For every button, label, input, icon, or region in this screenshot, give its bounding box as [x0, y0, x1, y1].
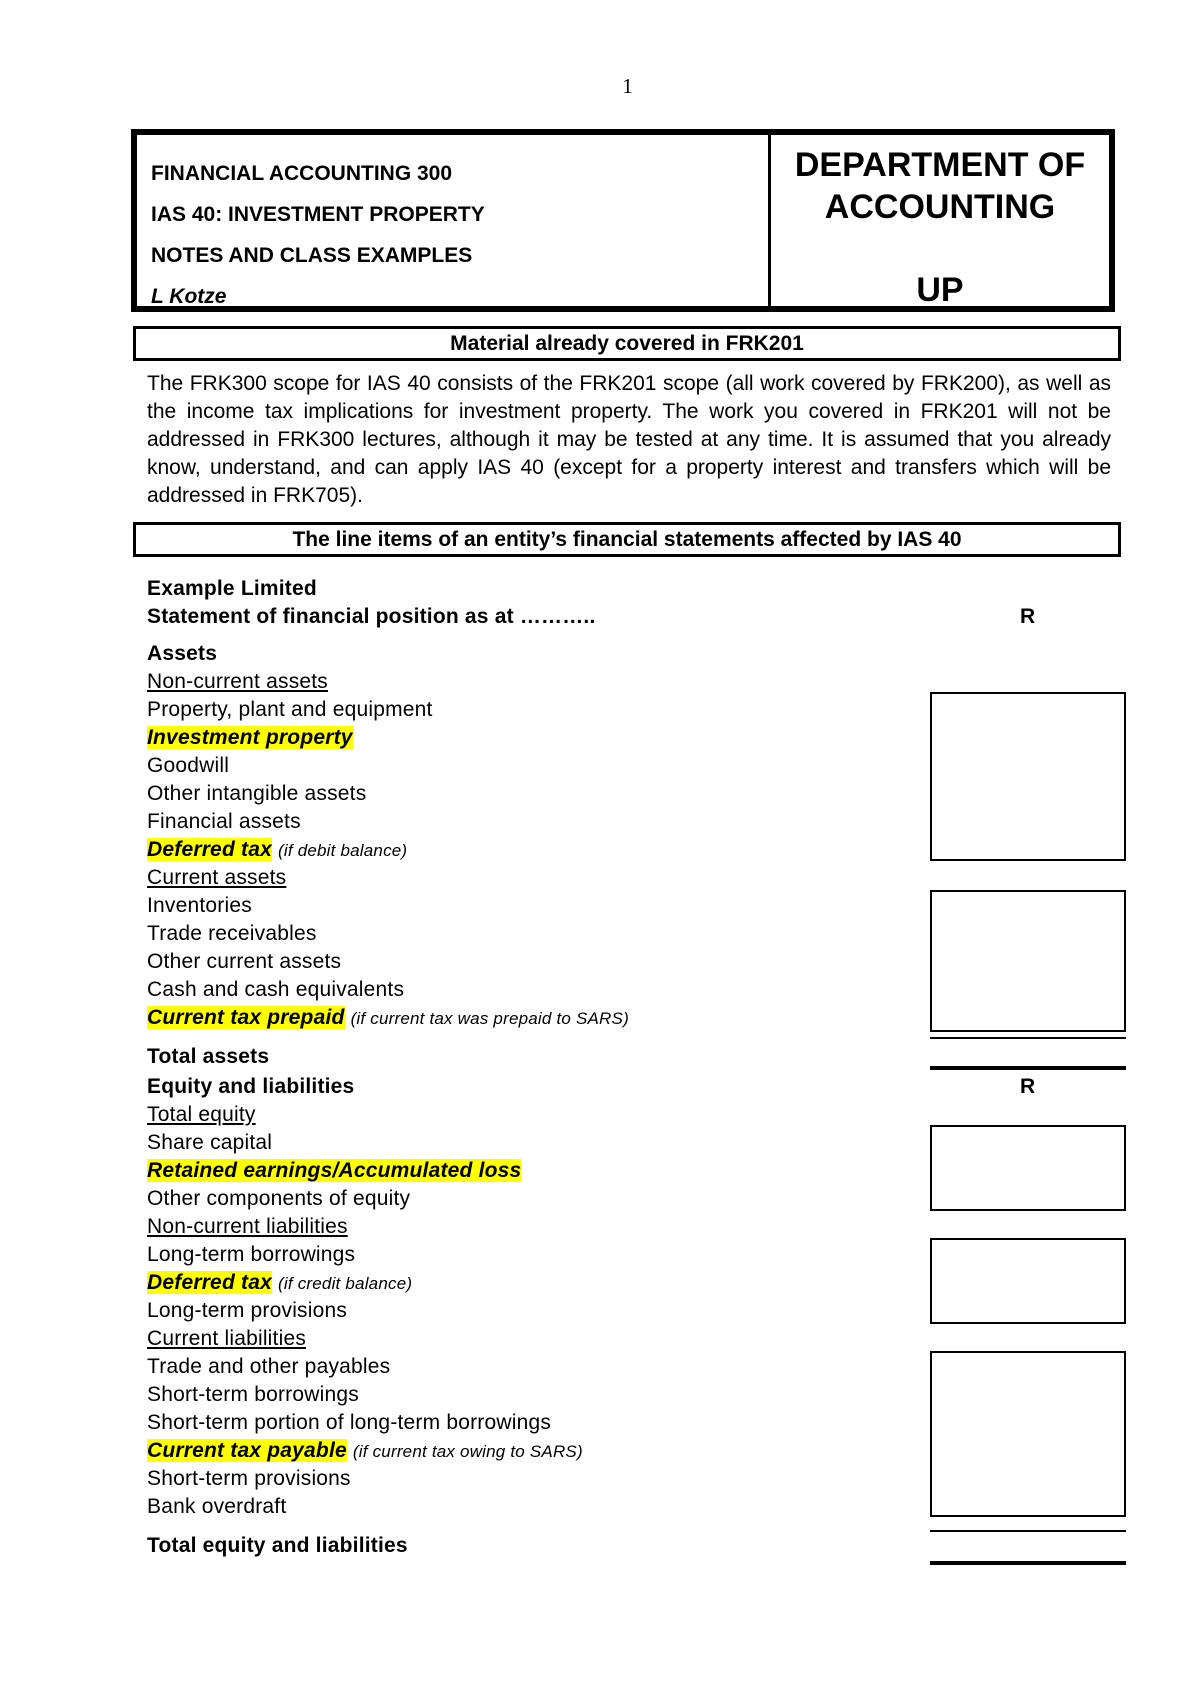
share-capital-line: Share capital: [147, 1131, 273, 1154]
section-heading-line-items: The line items of an entity’s financial statements affected by IAS 40: [133, 522, 1121, 557]
highlighted-label: Investment property: [147, 726, 353, 749]
highlighted-label: Deferred tax: [147, 838, 272, 861]
currency-header-equity: R: [1020, 1075, 1036, 1098]
university: UP: [916, 271, 964, 309]
total-equity-liabilities-line: Total equity and liabilities: [147, 1534, 408, 1557]
total-el-rule-double: [930, 1561, 1126, 1565]
trade-payables-line: Trade and other payables: [147, 1355, 391, 1378]
page-number: 1: [622, 74, 633, 98]
lt-provisions-line: Long-term provisions: [147, 1299, 348, 1322]
subtitle: NOTES AND CLASS EXAMPLES: [151, 244, 473, 267]
course-title: FINANCIAL ACCOUNTING 300: [151, 162, 453, 185]
lt-borrowings-line: Long-term borrowings: [147, 1243, 356, 1266]
document-header: [131, 129, 1115, 312]
note: (if debit balance): [278, 841, 408, 860]
note: (if credit balance): [278, 1274, 413, 1293]
course-info: [137, 135, 771, 306]
other-intangible-line: Other intangible assets: [147, 782, 367, 805]
deferred-tax-liability-line: [147, 1271, 412, 1295]
assets-heading: Assets: [147, 642, 218, 665]
entity-name: Example Limited: [147, 577, 317, 600]
noncurrent-assets-heading: Non-current assets: [147, 670, 329, 693]
bank-overdraft-line: Bank overdraft: [147, 1495, 287, 1518]
cash-line: Cash and cash equivalents: [147, 978, 405, 1001]
investment-property-line: [147, 726, 353, 750]
equity-liabilities-heading: Equity and liabilities: [147, 1075, 355, 1098]
topic-title: IAS 40: INVESTMENT PROPERTY: [151, 203, 485, 226]
currency-header-assets: R: [1020, 605, 1036, 628]
current-assets-heading: Current assets: [147, 866, 287, 889]
st-portion-line: Short-term portion of long-term borrowings: [147, 1411, 552, 1434]
highlighted-label: Current tax prepaid: [147, 1006, 345, 1029]
other-current-assets-line: Other current assets: [147, 950, 342, 973]
amount-box-noncurrent-liabilities: [930, 1238, 1126, 1324]
department-line2: ACCOUNTING: [824, 188, 1056, 226]
goodwill-line: Goodwill: [147, 754, 230, 777]
inventories-line: Inventories: [147, 894, 252, 917]
total-assets-rule-double: [930, 1066, 1126, 1070]
highlighted-label: Current tax payable: [147, 1439, 347, 1462]
total-assets-rule-single: [930, 1037, 1126, 1039]
total-equity-heading: Total equity: [147, 1103, 256, 1126]
ppe-line: Property, plant and equipment: [147, 698, 433, 721]
current-tax-prepaid-line: [147, 1006, 629, 1030]
current-liabilities-heading: Current liabilities: [147, 1327, 307, 1350]
section-heading-frk201: Material already covered in FRK201: [133, 326, 1121, 361]
amount-box-equity: [930, 1125, 1126, 1211]
other-equity-line: Other components of equity: [147, 1187, 411, 1210]
highlighted-label: Deferred tax: [147, 1271, 272, 1294]
financial-assets-line: Financial assets: [147, 810, 301, 833]
department-info: [771, 135, 1109, 309]
total-el-rule-single: [930, 1530, 1126, 1532]
noncurrent-liabilities-heading: Non-current liabilities: [147, 1215, 348, 1238]
trade-receivables-line: Trade receivables: [147, 922, 317, 945]
st-borrowings-line: Short-term borrowings: [147, 1383, 359, 1406]
deferred-tax-asset-line: [147, 838, 407, 862]
amount-box-current-assets: [930, 890, 1126, 1032]
note: (if current tax owing to SARS): [352, 1442, 583, 1461]
retained-earnings-line: [147, 1159, 521, 1183]
total-assets-line: Total assets: [147, 1045, 270, 1068]
author: L Kotze: [151, 285, 227, 308]
amount-box-noncurrent-assets: [930, 692, 1126, 861]
st-provisions-line: Short-term provisions: [147, 1467, 351, 1490]
note: (if current tax was prepaid to SARS): [350, 1009, 629, 1028]
intro-paragraph: The FRK300 scope for IAS 40 consists of the FRK201 scope (all work covered by FRK200), as well as the income tax implications for investment property. The work you covered in FRK201 will not be addressed in FRK300 lectures, although it may be tested at any time. It is assumed that you already know, understand, and can apply IAS 40 (except for a property interest and transfers which will be addressed in FRK705).: [147, 372, 1111, 507]
statement-title: Statement of financial position as at ………..: [147, 605, 596, 628]
amount-box-current-liabilities: [930, 1351, 1126, 1517]
current-tax-payable-line: [147, 1439, 583, 1463]
highlighted-label: Retained earnings/Accumulated loss: [147, 1159, 522, 1182]
department-line1: DEPARTMENT OF: [794, 146, 1086, 184]
